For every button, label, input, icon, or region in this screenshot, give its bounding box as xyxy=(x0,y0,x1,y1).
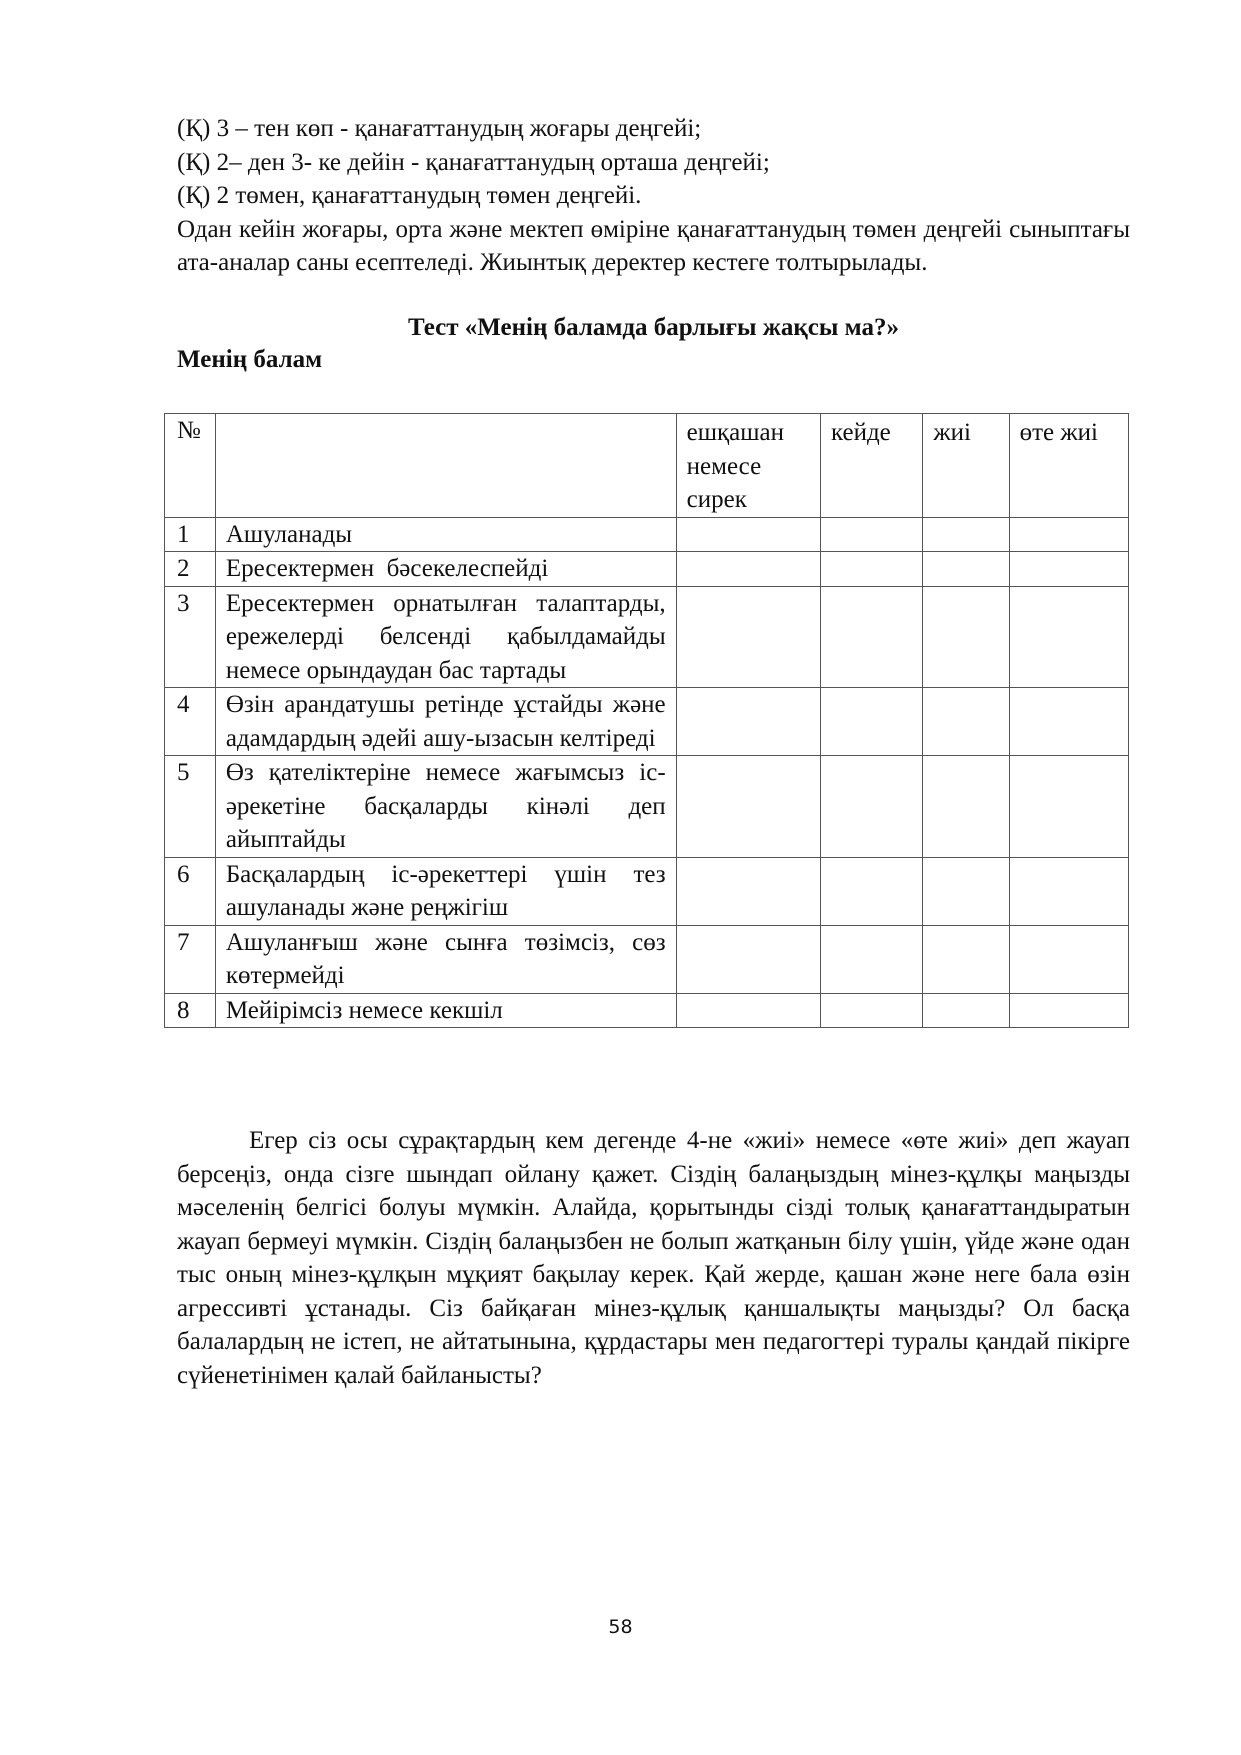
table-header-row xyxy=(165,414,1129,518)
closing-paragraph: Егер сіз осы сұрақтардың кем дегенде 4-не «жиі» немесе «өте жиі» деп жауап берсеңіз, онда сізге шындап ойлану қажет. Сіздің балаңыздың мінез-құлқы маңызды мәселенің белгісі болуы мүмкін. Алайда, қорытынды сізді толық қанағаттандыратын жауап бермеуі мүмкін. Сіздің балаңызбен не болып жатқанын білу үшін, үйде және одан тыс оның мінез-құлқын мұқият бақылау керек. Қай жерде, қашан және неге бала өзін агрессивті ұстанады. Сіз байқаған мінез-құлық қаншалықты маңызды? Ол басқа балалардың не істеп, не айтатынына, құрдастары мен педагогтері туралы қандай пікірге сүйенетінімен қалай байланысты? xyxy=(177,1127,1130,1389)
answer-cell xyxy=(1009,925,1128,993)
answer-cell xyxy=(820,993,922,1028)
answer-cell xyxy=(820,688,922,756)
row-text: Ересектермен орнатылған талаптарды, ережелерді белсенді қабылдамайды немесе орындаудан бас тартады xyxy=(215,586,676,688)
row-number: 2 xyxy=(165,552,216,587)
row-number: 3 xyxy=(165,586,216,688)
answer-cell xyxy=(1009,688,1128,756)
row-text: Ересектермен бәсекелеспейді xyxy=(215,552,676,587)
answer-cell xyxy=(923,517,1009,552)
answer-cell xyxy=(1009,993,1128,1028)
table-row xyxy=(165,857,1129,925)
answer-cell xyxy=(676,586,820,688)
answer-cell xyxy=(1009,756,1128,858)
header-sometimes: кейде xyxy=(820,414,922,518)
table-row xyxy=(165,517,1129,552)
table-row xyxy=(165,993,1129,1028)
answer-cell xyxy=(1009,552,1128,587)
table-row xyxy=(165,586,1129,688)
answer-cell xyxy=(923,857,1009,925)
intro-line-3: (Қ) 2 төмен, қанағаттанудың төмен деңгейі. xyxy=(177,182,642,209)
answer-cell xyxy=(820,552,922,587)
row-number: 1 xyxy=(165,517,216,552)
answer-cell xyxy=(676,857,820,925)
header-often: жиі xyxy=(923,414,1009,518)
answer-cell xyxy=(923,586,1009,688)
table-row xyxy=(165,925,1129,993)
test-title: Тест «Менің баламда барлығы жақсы ма?» xyxy=(408,313,899,341)
intro-line-1: (Қ) 3 – тен көп - қанағаттанудың жоғары деңгейі; xyxy=(177,115,702,142)
row-number: 4 xyxy=(165,688,216,756)
answer-cell xyxy=(676,993,820,1028)
intro-section xyxy=(177,112,1130,375)
answer-cell xyxy=(676,756,820,858)
answer-cell xyxy=(820,857,922,925)
answer-cell xyxy=(923,993,1009,1028)
answer-cell xyxy=(676,552,820,587)
table-row xyxy=(165,552,1129,587)
table-caption: Менің балам xyxy=(177,346,323,373)
survey-table xyxy=(164,413,1129,1028)
row-text: Мейірімсіз немесе кекшіл xyxy=(215,993,676,1028)
row-text: Басқалардың іс-әрекеттері үшін тез ашуланады және реңжігіш xyxy=(215,857,676,925)
row-text: Өзін арандатушы ретінде ұстайды және адамдардың әдейі ашу-ызасын келтіреді xyxy=(215,688,676,756)
header-item xyxy=(215,414,676,518)
row-text: Өз қателіктеріне немесе жағымсыз іс-әрекетіне басқаларды кінәлі деп айыптайды xyxy=(215,756,676,858)
row-number: 8 xyxy=(165,993,216,1028)
header-very-often: өте жиі xyxy=(1009,414,1128,518)
intro-line-2: (Қ) 2– ден 3- ке дейін - қанағаттанудың орташа деңгейі; xyxy=(177,148,770,176)
table-row xyxy=(165,688,1129,756)
answer-cell xyxy=(1009,857,1128,925)
row-text: Ашуланғыш және сынға төзімсіз, сөз көтермейді xyxy=(215,925,676,993)
row-text: Ашуланады xyxy=(215,517,676,552)
answer-cell xyxy=(820,756,922,858)
answer-cell xyxy=(1009,586,1128,688)
header-never-or-rarely: ешқашан немесе сирек xyxy=(676,414,820,518)
table-row xyxy=(165,756,1129,858)
row-number: 7 xyxy=(165,925,216,993)
answer-cell xyxy=(820,586,922,688)
row-number: 6 xyxy=(165,857,216,925)
header-number: № xyxy=(165,414,216,518)
intro-paragraph: Одан кейін жоғары, орта және мектеп өміріне қанағаттанудың төмен деңгейі сыныптағы ата-аналар саны есептеледі. Жиынтық деректер кестеге толтырылады. xyxy=(177,215,1130,276)
answer-cell xyxy=(676,688,820,756)
answer-cell xyxy=(1009,517,1128,552)
answer-cell xyxy=(923,688,1009,756)
answer-cell xyxy=(676,517,820,552)
answer-cell xyxy=(923,756,1009,858)
answer-cell xyxy=(820,925,922,993)
answer-cell xyxy=(820,517,922,552)
answer-cell xyxy=(676,925,820,993)
row-number: 5 xyxy=(165,756,216,858)
answer-cell xyxy=(923,552,1009,587)
page-number: 58 xyxy=(608,1616,633,1638)
answer-cell xyxy=(923,925,1009,993)
